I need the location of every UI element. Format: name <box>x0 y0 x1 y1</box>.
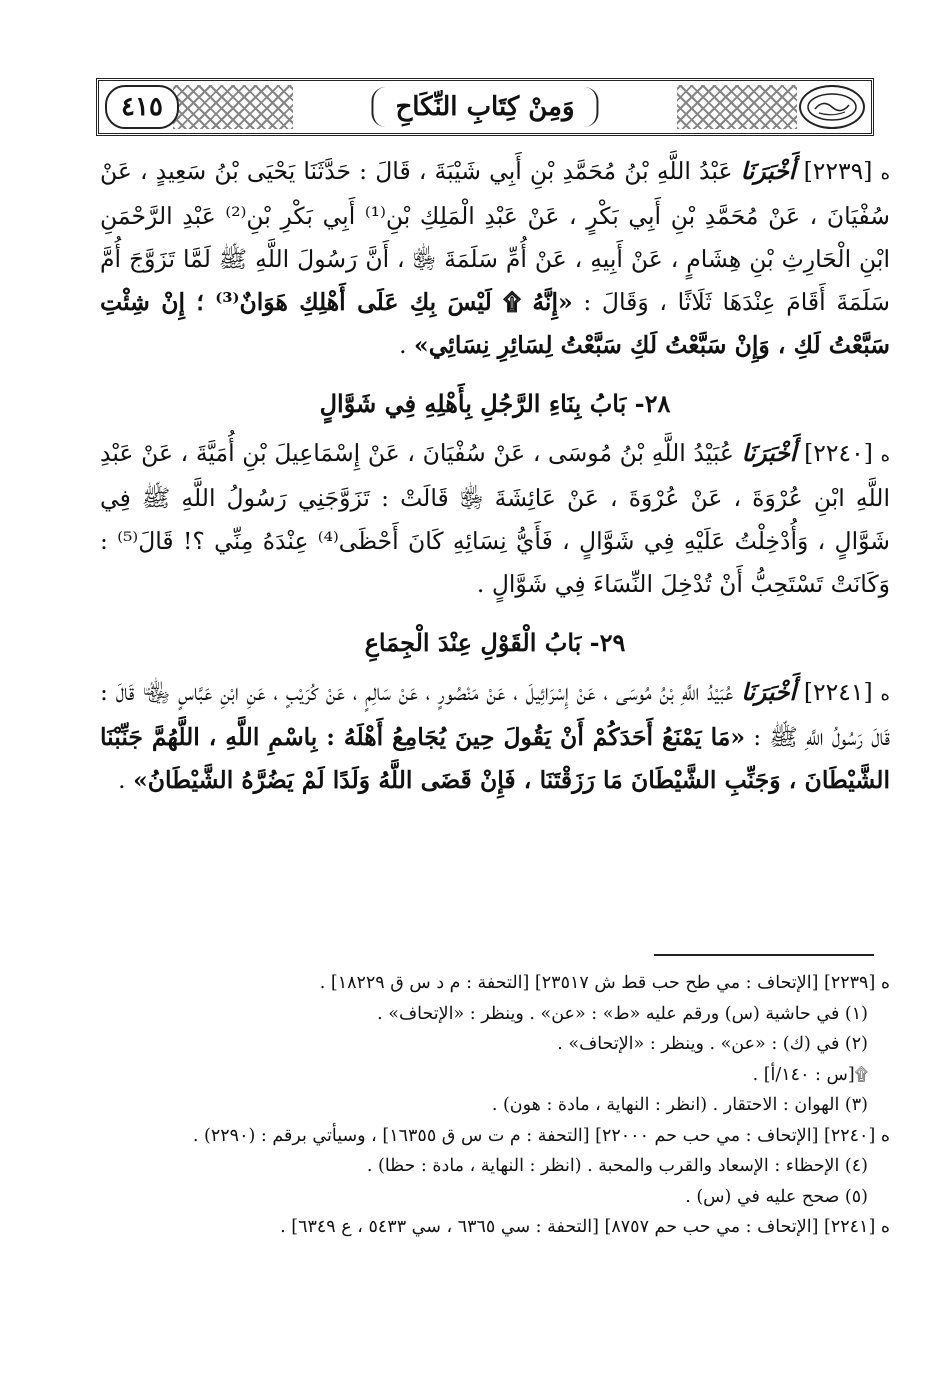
hadith-quote: «إِنَّهُ ۩ لَيْسَ بِكِ عَلَى أَهْلِكِ هَوَانٌ⁽³⁾ ؛ إِنْ شِئْتِ سَبَّعْتُ لَكِ ، وَإِنْ سَبَّعْتُ لَكِ سَبَّعْتُ لِسَائِرِ نِسَائِي» <box>100 288 890 359</box>
hadith-number: [٢٢٤١] <box>803 678 873 706</box>
chapter-heading-28: ٢٨- بَابُ بِنَاءِ الرَّجُلِ بِأَهْلِهِ فِي شَوَّالٍ <box>319 389 671 418</box>
ornament-left <box>173 85 293 129</box>
hadith-number: [٢٢٣٩] <box>803 157 873 185</box>
footnote-4: (٤) الإحظاء : الإسعاد والقرب والمحبة . (انظر : النهاية ، مادة : حظا) . <box>366 1156 868 1176</box>
running-title: وَمِنْ كِتَابِ النِّكَاحِ <box>371 87 598 127</box>
hadith-2239 <box>100 150 890 367</box>
hadith-akhbarana: أَخْبَرَنَا <box>741 439 797 467</box>
footnote-5: (٥) صحح عليه في (س) . <box>685 1186 868 1207</box>
hadith-number: [٢٢٤٠] <box>804 439 873 467</box>
chapter-heading-29: ٢٩- بَابُ الْقَوْلِ عِنْدَ الْجِمَاعِ <box>364 628 626 657</box>
hadith-marker: ه <box>880 163 890 184</box>
main-text <box>100 150 890 802</box>
footnote-2: (٢) في (ك) : «عن» . وينظر : «الإتحاف» . <box>557 1034 868 1054</box>
hadith-tail: . <box>399 331 415 359</box>
book-emblem-logo <box>799 85 865 129</box>
page-header <box>96 78 874 136</box>
hadith-2240 <box>100 432 890 606</box>
hadith-akhbarana: أَخْبَرَنَا <box>741 678 797 706</box>
hadith-akhbarana: أَخْبَرَنَا <box>740 157 796 185</box>
footnote-3: (٣) الهوان : الاحتقار . (انظر : النهاية ، مادة : هون) . <box>491 1095 868 1115</box>
ornament-right <box>677 85 797 129</box>
hadith-text: عُبَيْدُ اللَّهِ بْنُ مُوسَى ، عَنْ إِسْرَائِيلَ ، عَنْ مَنْصُورٍ ، عَنْ سَالِمٍ ، عَنْ كُرَيْبٍ ، عَنِ ابْنِ عَبَّاسٍ ﵄ قَالَ : قَالَ رَسُولُ اللَّهِ ﷺ : <box>100 678 890 751</box>
emblem-icon <box>805 91 859 123</box>
hadith-marker: ه <box>880 684 890 705</box>
footnote-source-2239: ه [٢٢٣٩] [الإتحاف : مي طح حب قط ش ٢٣٥١٧] [التحفة : م د س ق ١٨٢٢٩] . <box>319 973 890 993</box>
hadith-2241 <box>100 671 890 802</box>
footnote-page-ref: ۩[س : ١٤٠/أ] . <box>752 1064 868 1085</box>
hadith-tail: . <box>118 766 134 794</box>
footnote-1: (١) في حاشية (س) ورقم عليه «ط» : «عن» . وينظر : «الإتحاف» . <box>377 1003 868 1024</box>
hadith-text: عَبْدُ اللَّهِ بْنُ مُحَمَّدِ بْنِ أَبِي شَيْبَةَ ، قَالَ : حَدَّثَنَا يَحْيَى بْنُ سَعِيدٍ ، عَنْ سُفْيَانَ ، عَنْ مُحَمَّدِ بْنِ أَبِي بَكْرٍ ، عَنْ عَبْدِ الْمَلِكِ بْنِ⁽¹⁾ أَبِي بَكْرِ بْنِ⁽²⁾ عَبْدِ الرَّحْمَنِ ابْنِ الْحَارِثِ بْنِ هِشَامٍ ، عَنْ أَبِيهِ ، عَنْ أُمِّ سَلَمَةَ ﵂ ، أَنَّ رَسُولَ اللَّهِ ﷺ لَمَّا تَزَوَّجَ أُمَّ سَلَمَةَ أَقَامَ عِنْدَهَا ثَلَاثًا ، وَقَالَ : <box>100 157 890 316</box>
page-number: ٤١٥ <box>105 85 179 129</box>
hadith-tail: . <box>476 570 492 598</box>
hadith-text: عُبَيْدُ اللَّهِ بْنُ مُوسَى ، عَنْ سُفْيَانَ ، عَنْ إِسْمَاعِيلَ بْنِ أُمَيَّةَ ، عَنْ عَبْدِ اللَّهِ ابْنِ عُرْوَةَ ، عَنْ عُرْوَةَ ، عَنْ عَائِشَةَ ﵂ قَالَتْ : تَزَوَّجَنِي رَسُولُ اللَّهِ ﷺ فِي شَوَّالٍ ، وَأُدْخِلْتُ عَلَيْهِ فِي شَوَّالٍ ، فَأَيُّ نِسَائِهِ كَانَ أَحْظَى⁽⁴⁾ عِنْدَهُ مِنِّي ؟! قَالَ⁽⁵⁾ : وَكَانَتْ تَسْتَحِبُّ أَنْ تُدْخِلَ النِّسَاءَ فِي شَوَّالٍ <box>100 439 890 598</box>
footnote-divider <box>654 954 874 956</box>
footnotes <box>120 968 890 1243</box>
hadith-marker: ه <box>880 445 890 466</box>
footnote-source-2241: ه [٢٢٤١] [الإتحاف : مي حب حم ٨٧٥٧] [التحفة : سي ٦٣٦٥ ، سي ٥٤٣٣ ، ع ٦٣٤٩] . <box>280 1217 890 1237</box>
hadith-quote: «مَا يَمْنَعُ أَحَدَكُمْ أَنْ يَقُولَ حِينَ يُجَامِعُ أَهْلَهُ : بِاسْمِ اللَّهِ ، اللَّهُمَّ جَنِّبْنَا الشَّيْطَانَ ، وَجَنِّبِ الشَّيْطَانَ مَا رَزَقْتَنَا ، فَإِنْ قَضَى اللَّهُ وَلَدًا لَمْ يَضُرَّهُ الشَّيْطَانُ» <box>100 723 890 794</box>
footnote-source-2240: ه [٢٢٤٠] [الإتحاف : مي حب حم ٢٢٠٠٠] [التحفة : م ت س ق ١٦٣٥٥] ، وسيأتي برقم : (٢٢٩٠) . <box>192 1125 890 1146</box>
